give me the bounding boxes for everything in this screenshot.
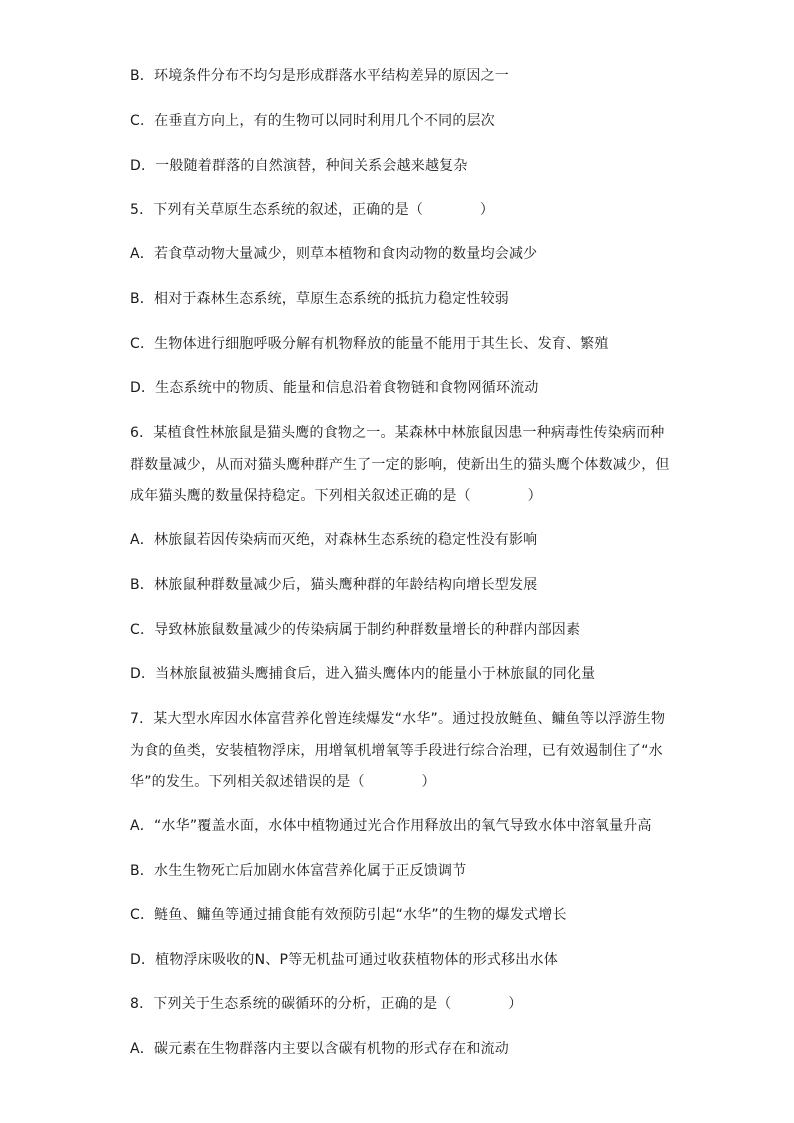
q6-stem-line-2: 群数量减少，从而对猫头鹰种群产生了一定的影响，使新出生的猫头鹰个体数减少，但: [130, 457, 670, 473]
q7-stem-line-3: 华”的发生。下列相关叙述错误的是（ ）: [130, 774, 436, 790]
q7-stem-line-1: 7．某大型水库因水体富营养化曾连续爆发“水华”。通过投放鲢鱼、鳙鱼等以浮游生物: [130, 711, 666, 727]
q4-option-d: D．一般随着群落的自然演替，种间关系会越来越复杂: [130, 158, 468, 174]
q5-stem: 5．下列有关草原生态系统的叙述，正确的是（ ）: [130, 202, 495, 218]
q8-stem: 8．下列关于生态系统的碳循环的分析，正确的是（ ）: [130, 996, 523, 1012]
q5-option-c: C．生物体进行细胞呼吸分解有机物释放的能量不能用于其生长、发育、繁殖: [130, 336, 609, 352]
q6-option-d: D．当林旅鼠被猫头鹰捕食后，进入猫头鹰体内的能量小于林旅鼠的同化量: [130, 666, 596, 682]
q4-option-c: C．在垂直方向上，有的生物可以同时利用几个不同的层次: [130, 113, 495, 129]
q6-stem-line-3: 成年猫头鹰的数量保持稳定。下列相关叙述正确的是（ ）: [130, 488, 542, 504]
q6-option-b: B．林旅鼠种群数量减少后，猫头鹰种群的年龄结构向增长型发展: [130, 577, 538, 593]
q5-option-d: D．生态系统中的物质、能量和信息沿着食物链和食物网循环流动: [130, 380, 539, 396]
q4-option-b: B．环境条件分布不均匀是形成群落水平结构差异的原因之一: [130, 68, 510, 84]
q7-option-a: A．“水华”覆盖水面，水体中植物通过光合作用释放出的氧气导致水体中溶氧量升高: [130, 818, 652, 834]
q6-stem-line-1: 6．某植食性林旅鼠是猫头鹰的食物之一。某森林中林旅鼠因患一种病毒性传染病而种: [130, 425, 665, 441]
q5-option-a: A．若食草动物大量减少，则草本植物和食肉动物的数量均会减少: [130, 246, 538, 262]
q5-option-b: B．相对于森林生态系统，草原生态系统的抵抗力稳定性较弱: [130, 291, 510, 307]
q6-option-a: A．林旅鼠若因传染病而灭绝，对森林生态系统的稳定性没有影响: [130, 532, 538, 548]
q7-option-c: C．鲢鱼、鳙鱼等通过捕食能有效预防引起“水华”的生物的爆发式增长: [130, 907, 567, 923]
q7-option-b: B．水生生物死亡后加剧水体富营养化属于正反馈调节: [130, 863, 467, 879]
q7-option-d: D．植物浮床吸收的N、P等无机盐可通过收获植物体的形式移出水体: [130, 952, 558, 968]
q8-option-a: A．碳元素在生物群落内主要以含碳有机物的形式存在和流动: [130, 1041, 509, 1057]
q7-stem-line-2: 为食的鱼类，安装植物浮床，用增氧机增氧等手段进行综合治理，已有效遏制住了“水: [130, 743, 663, 759]
q6-option-c: C．导致林旅鼠数量减少的传染病属于制约种群数量增长的种群内部因素: [130, 622, 581, 638]
